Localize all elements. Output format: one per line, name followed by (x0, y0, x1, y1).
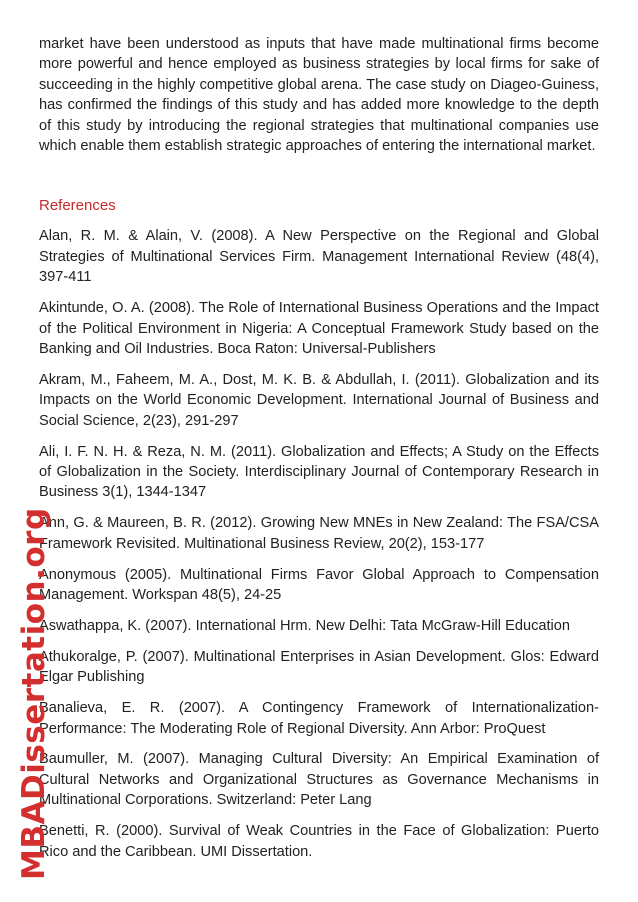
reference-entry: Ann, G. & Maureen, B. R. (2012). Growing New MNEs in New Zealand: The FSA/CSA Framework Revisited. Multinational Business Review, 20(2), 153-177 (39, 515, 599, 552)
reference-entry: Ali, I. F. N. H. & Reza, N. M. (2011). Globalization and Effects; A Study on the Effects of Globalization in the Society. Interdisciplinary Journal of Contemporary Research in Business 3(1), 1344-1347 (39, 443, 599, 501)
body-paragraph: market have been understood as inputs that have made multinational firms become more powerful and hence employed as business strategies by local firms for sake of succeeding in the highly competitive global arena. The case study on Diageo-Guiness, has confirmed the findings of this study and has added more knowledge to the depth of this study by introducing the regional strategies that multinational companies use which enable them establish strategic approaches of entering the international market. (39, 36, 599, 155)
document-page (39, 34, 599, 873)
reference-entry: Anonymous (2005). Multinational Firms Favor Global Approach to Compensation Management. Workspan 48(5), 24-25 (39, 566, 599, 604)
watermark-logo: MBADissertation.org (16, 507, 52, 880)
reference-entry: Benetti, R. (2000). Survival of Weak Countries in the Face of Globalization: Puerto Rico and the Caribbean. UMI Dissertation. (39, 823, 599, 860)
reference-entry: Baumuller, M. (2007). Managing Cultural Diversity: An Empirical Examination of Cultural Networks and Organizational Structures as Governance Mechanisms in Multinational Corporations. Switzerland: Peter Lang (39, 751, 599, 809)
reference-entry: Athukoralge, P. (2007). Multinational Enterprises in Asian Development. Glos: Edward Elgar Publishing (39, 648, 599, 686)
references-heading: References (39, 197, 116, 215)
reference-entry: Aswathappa, K. (2007). International Hrm. New Delhi: Tata McGraw-Hill Education (39, 617, 571, 634)
references-list (39, 226, 599, 862)
reference-entry: Akram, M., Faheem, M. A., Dost, M. K. B. & Abdullah, I. (2011). Globalization and its Impacts on the World Economic Development. International Journal of Business and Social Science, 2(23), 291-297 (39, 371, 599, 429)
reference-entry: Banalieva, E. R. (2007). A Contingency Framework of Internationalization-Performance: The Moderating Role of Regional Diversity. Ann Arbor: ProQuest (39, 700, 599, 737)
reference-entry: Akintunde, O. A. (2008). The Role of International Business Operations and the Impact of the Political Environment in Nigeria: A Conceptual Framework Study based on the Banking and Oil Industries. Boca Raton: Universal-Publishers (39, 300, 599, 357)
reference-entry: Alan, R. M. & Alain, V. (2008). A New Perspective on the Regional and Global Strategies of Multinational Services Firm. Management International Review (48(4), 397-411 (39, 228, 599, 286)
